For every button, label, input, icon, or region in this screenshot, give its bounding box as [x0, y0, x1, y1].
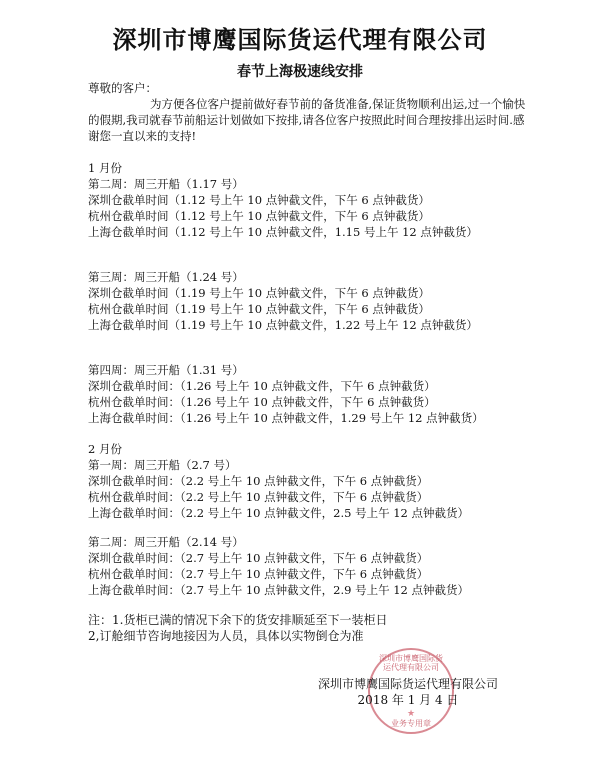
- schedule-line: 深圳仓截单时间：（1.26 号上午 10 点钟截文件，下午 6 点钟截货）: [88, 379, 436, 393]
- schedule-group: [88, 534, 528, 598]
- week-heading: 第一周：周三开船（2.7 号）: [88, 458, 237, 472]
- week-heading: 第二周：周三开船（1.17 号）: [88, 177, 244, 191]
- schedule-line: 上海仓截单时间（1.12 号上午 10 点钟截文件，1.15 号上午 12 点钟截货）: [88, 225, 478, 239]
- week-heading: 第四周：周三开船（1.31 号）: [88, 363, 244, 377]
- schedule-line: 杭州仓截单时间（1.12 号上午 10 点钟截文件，下午 6 点钟截货）: [88, 209, 430, 223]
- intro-block: [88, 80, 528, 144]
- signature-company: 深圳市博鹰国际货运代理有限公司: [317, 677, 498, 691]
- signature: [316, 676, 500, 708]
- schedule-line: 杭州仓截单时间（1.19 号上午 10 点钟截文件，下午 6 点钟截货）: [88, 302, 430, 316]
- schedule-line: 杭州仓截单时间：（2.2 号上午 10 点钟截文件，下午 6 点钟截货）: [88, 490, 429, 504]
- schedule-line: 杭州仓截单时间：（1.26 号上午 10 点钟截文件，下午 6 点钟截货）: [88, 395, 436, 409]
- note: 注：1.货柜已满的情况下余下的货安排顺延至下一装柜日: [88, 613, 388, 627]
- schedule-group: [88, 362, 528, 426]
- seal-text: 深圳市博鹰国际货运代理有限公司: [379, 654, 443, 672]
- intro-text: 为方便各位客户提前做好春节前的备货准备,保证货物顺利出运,过一个愉快的假期,我司就春节前船运计划做如下按排,请各位客户按照此时间合理按排出运时间.感谢您一直以来的支持!: [88, 97, 526, 143]
- schedule-line: 上海仓截单时间（1.19 号上午 10 点钟截文件，1.22 号上午 12 点钟截货）: [88, 318, 478, 332]
- seal-star-icon: ★: [406, 709, 416, 719]
- schedule-group: [88, 441, 528, 521]
- seal-bottom-text: 业务专用章: [391, 719, 431, 728]
- schedule-line: 深圳仓截单时间（1.12 号上午 10 点钟截文件，下午 6 点钟截货）: [88, 193, 430, 207]
- notes: [88, 612, 528, 644]
- document-subtitle: 春节上海极速线安排: [237, 64, 363, 80]
- week-heading: 第三周：周三开船（1.24 号）: [88, 270, 244, 284]
- schedule-line: 上海仓截单时间：（1.26 号上午 10 点钟截文件，1.29 号上午 12 点钟截货）: [88, 411, 484, 425]
- month-heading: 1 月份: [88, 161, 122, 175]
- week-heading: 第二周：周三开船（2.14 号）: [88, 535, 244, 549]
- greeting: 尊敬的客户：: [88, 81, 157, 95]
- schedule-line: 上海仓截单时间：（2.2 号上午 10 点钟截文件，2.5 号上午 12 点钟截货）: [88, 506, 470, 520]
- schedule-group: [88, 269, 528, 333]
- schedule-line: 杭州仓截单时间：（2.7 号上午 10 点钟截文件，下午 6 点钟截货）: [88, 567, 429, 581]
- document-title: 深圳市博鹰国际货运代理有限公司: [112, 26, 488, 54]
- signature-date: 2018 年 1 月 4 日: [357, 693, 459, 707]
- schedule-line: 上海仓截单时间：（2.7 号上午 10 点钟截文件，2.9 号上午 12 点钟截货）: [88, 583, 470, 597]
- schedule-line: 深圳仓截单时间（1.19 号上午 10 点钟截文件，下午 6 点钟截货）: [88, 286, 430, 300]
- schedule-line: 深圳仓截单时间：（2.7 号上午 10 点钟截文件，下午 6 点钟截货）: [88, 551, 429, 565]
- schedule-group: [88, 160, 528, 240]
- intro-paragraph: [88, 96, 528, 144]
- schedule-line: 深圳仓截单时间：（2.2 号上午 10 点钟截文件，下午 6 点钟截货）: [88, 474, 429, 488]
- month-heading: 2 月份: [88, 442, 122, 456]
- note: 2,订舱细节咨询地接因为人员，具体以实物倒仓为准: [88, 629, 364, 643]
